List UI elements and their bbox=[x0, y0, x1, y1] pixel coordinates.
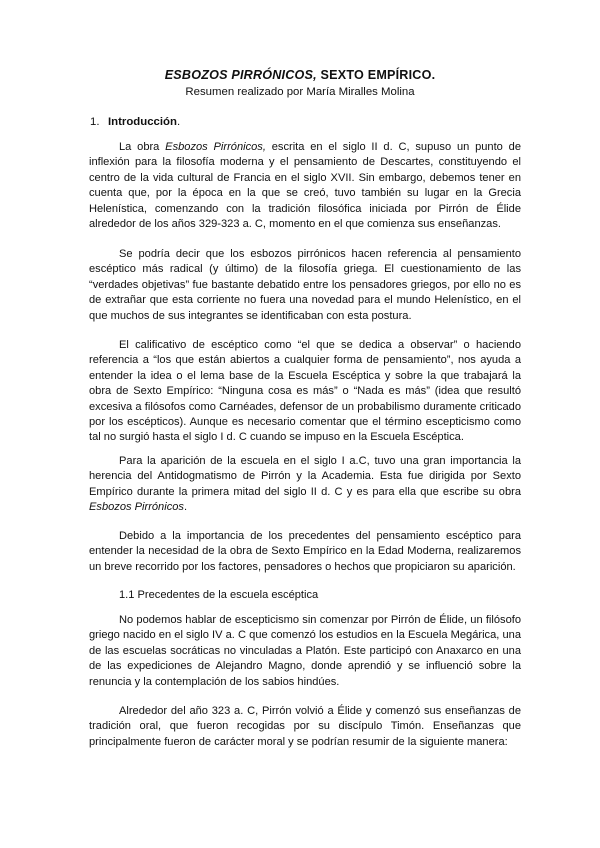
subsection-heading: 1.1 Precedentes de la escuela escéptica bbox=[119, 589, 319, 601]
paragraph-skeptic-meaning: El calificativo de escéptico como “el que se dedica a observar” o haciendo referencia a “los que están abiertos a cualquier forma de pensamiento”, nos ayuda a entender la idea o el lema base de la Escuela Escéptica y sobre la que trabajará la obra de Sexto Empírico: “Ninguna cosa es más” o “Nada es más” (idea que resultó excesiva a filósofos como Carnéades, defensor de un probabilismo duramente criticado por los escépticos). Aunque es necesario comentar que el término escepticismo como tal no surgió hasta el siglo I d. C cuando se impuso en la Escuela Escéptica. bbox=[89, 339, 521, 444]
section-title: Introducción bbox=[108, 116, 177, 128]
p4-before: Para la aparición de la escuela en el siglo I a.C, tuvo una gran importancia la herencia del Antidogmatismo de Pirrón y la Academia. Esta fue dirigida por Sexto Empírico durante la primera mitad del siglo II d. C y es para ella que escribe su obra bbox=[89, 455, 521, 498]
paragraph-intro bbox=[89, 140, 521, 232]
p1-work-title: Esbozos Pirrónicos, bbox=[165, 141, 266, 153]
title-rest: SEXTO EMPÍRICO. bbox=[316, 68, 436, 82]
section-title-period: . bbox=[176, 116, 181, 128]
paragraph-skeptic-thought: Se podría decir que los esbozos pirrónicos hacen referencia al pensamiento escéptico más radical (y último) de la filosofía griega. El cuestionamiento de las “verdades objetivas” fue bastante debatido entre los pensadores griegos, por ello no es de extrañar que esta corriente no fuera una novedad para el mundo Helenístico, en el que muchos de sus integrantes se identificaban con esta postura. bbox=[89, 248, 521, 322]
p1-before: La obra bbox=[119, 141, 166, 153]
p4-work-title: Esbozos Pirrónicos bbox=[89, 501, 184, 514]
p1-after: escrita en el siglo II d. C, supuso un punto de inflexión para la filosofía moderna y el pensamiento de Descartes, constituyendo el centro de la vida cultural de Francia en el siglo XVII. Sin embargo, debemos tener en cuenta que, por la época en la que se creó, tuvo también su lugar en la Grecia Helenística, comenzando con la tradición filosófica iniciada por Pirrón de Élide alrededor de los años 329-323 a. C, momento en el que comienza sus enseñanzas. bbox=[89, 141, 521, 231]
paragraph-precedents-intro: Debido a la importancia de los precedentes del pensamiento escéptico para entender la necesidad de la obra de Sexto Empírico en la Edad Moderna, realizaremos un breve recorrido por los factores, pensadores o hechos que propiciaron su aparición. bbox=[89, 530, 521, 573]
section-heading bbox=[90, 116, 180, 128]
document-title bbox=[0, 68, 600, 82]
paragraph-pyrrho: No podemos hablar de escepticismo sin comenzar por Pirrón de Élide, un filósofo griego nacido en el siglo IV a. C que comenzó los estudios en la Escuela Megárica, una de las escuelas socráticas no vinculadas a Platón. Este participó con Anaxarco en una de las expediciones de Alejandro Magno, donde aprendió y se influenció sobre la renuncia y la contemplación de los sabios hindúes. bbox=[89, 614, 521, 688]
p4-after: . bbox=[183, 501, 188, 514]
document-subtitle: Resumen realizado por María Miralles Molina bbox=[185, 86, 415, 98]
section-number: 1. bbox=[90, 116, 100, 128]
title-italic: ESBOZOS PIRRÓNICOS, bbox=[164, 68, 317, 82]
paragraph-pyrrho-teachings: Alrededor del año 323 a. C, Pirrón volvió a Élide y comenzó sus enseñanzas de tradición oral, que fueron recogidas por su discípulo Timón. Enseñanzas que principalmente fueron de carácter moral y se podrían resumir de la siguiente manera: bbox=[89, 705, 521, 748]
paragraph-school-origin bbox=[89, 454, 521, 516]
